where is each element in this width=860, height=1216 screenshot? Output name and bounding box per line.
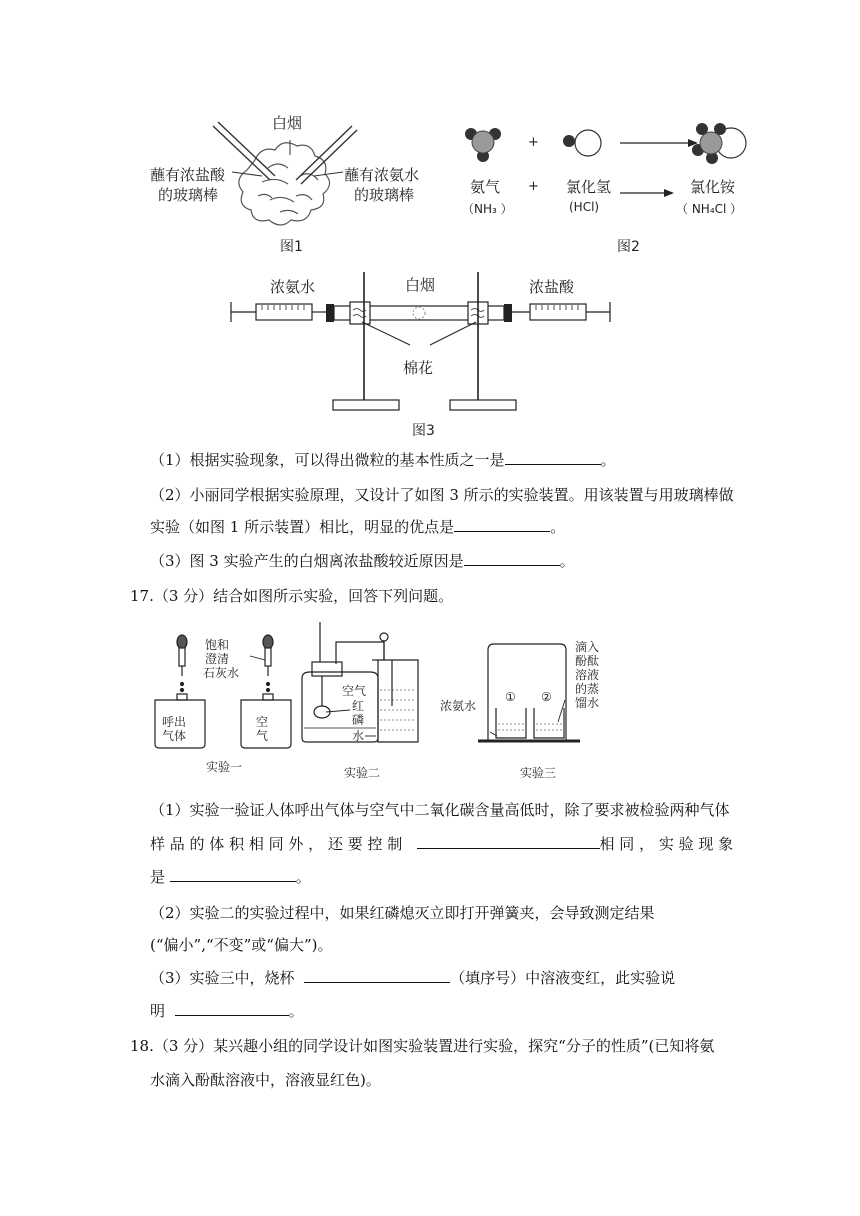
fig2-hcl-name: 氯化氢 [566, 178, 612, 196]
period: 。 [600, 451, 616, 469]
period: 。 [288, 1002, 304, 1020]
q16-part-3-text: （3）图 3 实验产生的白烟离浓盐酸较近原因是 [150, 552, 464, 570]
fig2-nh3-formula: （NH₃ ） [462, 202, 513, 216]
exp3-drip-3: 溶液 [575, 668, 600, 682]
exp3-ammonia: 浓氨水 [440, 699, 477, 713]
q17-part-3-text-3: 明 [150, 1002, 166, 1020]
q17-part-3-text-2: （填序号）中溶液变红，此实验说 [450, 969, 676, 987]
exp1-bottle1-1: 呼出 [162, 715, 187, 729]
exp1-reagent-1: 饱和 [205, 638, 230, 652]
q16-part-1-text: （1）根据实验现象，可以得出微粒的基本性质之一是 [150, 451, 505, 469]
exp2-water: 水 [352, 729, 365, 743]
q17-part-2-line-1: （2）实验二的实验过程中，如果红磷熄灭立即打开弹簧夹，会导致测定结果 [150, 904, 655, 922]
q17-part-1-text-2: 相 同 ， 实 验 现 象 [599, 835, 734, 853]
q17-part-1-line-2 [150, 834, 733, 854]
exp1-reagent-3: 石灰水 [203, 666, 240, 680]
exp3-beaker-2: ② [541, 690, 552, 704]
fig3-left-label: 浓氨水 [270, 278, 316, 296]
period: 。 [550, 518, 566, 536]
answer-blank[interactable] [417, 834, 600, 849]
exp1-bottle2-1: 空 [256, 715, 269, 729]
q17-part-3-line-2 [150, 1001, 304, 1021]
answer-blank[interactable] [175, 1001, 289, 1016]
fig2-plus-2: + [528, 179, 539, 194]
fig1-right-rod-label-1: 蘸有浓氨水 [344, 166, 420, 184]
q17-part-3-text: （3）实验三中，烧杯 [150, 969, 295, 987]
fig1-right-rod-label-2: 的玻璃棒 [354, 186, 415, 204]
fig1-smoke-label: 白烟 [272, 114, 303, 132]
exp2-caption: 实验二 [344, 766, 381, 780]
q16-part-2-line-1: （2）小丽同学根据实验原理，又设计了如图 3 所示的实验装置。用该装置与用玻璃棒做 [150, 486, 734, 504]
fig1-caption: 图1 [280, 239, 303, 255]
period: 。 [559, 552, 575, 570]
fig3-mid-label: 白烟 [405, 276, 436, 294]
fig2-nh4cl-name: 氯化铵 [690, 178, 736, 196]
fig1-left-rod-label-1: 蘸有浓盐酸 [150, 166, 226, 184]
q17-part-1-line-1: （1）实验一验证人体呼出气体与空气中二氧化碳含量高低时，除了要求被检验两种气体 [150, 801, 730, 819]
q16-part-2-text: 实验（如图 1 所示装置）相比，明显的优点是 [150, 518, 455, 536]
exp3-drip-4: 的蒸 [575, 682, 600, 696]
exp2-red-1: 红 [352, 699, 365, 713]
fig2-hcl-formula: (HCl) [569, 200, 600, 214]
fig2-plus-1: + [528, 135, 539, 150]
exp3-drip-2: 酚酞 [575, 654, 600, 668]
exp3-drip-5: 馏水 [575, 696, 600, 710]
fig2-nh3-name: 氨气 [470, 178, 501, 196]
exp2-air: 空气 [342, 684, 367, 698]
fig1-left-rod-label-2: 的玻璃棒 [158, 186, 219, 204]
fig3-right-label: 浓盐酸 [529, 278, 575, 296]
fig2-nh4cl-formula: （ NH₄Cl ） [676, 202, 743, 216]
q17-part-1-text-3: 是 [150, 868, 166, 886]
q17-part-3-line-1 [150, 968, 675, 988]
period: 。 [295, 868, 311, 886]
q18-line-2: 水滴入酚酞溶液中，溶液显红色)。 [150, 1071, 381, 1089]
fig2-caption: 图2 [617, 239, 640, 255]
q17-part-2-line-2: (“偏小”,“不变”或“偏大”)。 [150, 936, 333, 954]
fig3-caption: 图3 [412, 423, 435, 439]
exp3-beaker-1: ① [505, 690, 516, 704]
exp3-caption: 实验三 [520, 766, 557, 780]
answer-blank[interactable] [170, 867, 296, 882]
fig3-cotton-label: 棉花 [403, 359, 434, 377]
exp1-reagent-2: 澄清 [205, 652, 230, 666]
q17-stem: 17.（3 分）结合如图所示实验，回答下列问题。 [130, 587, 454, 605]
exp1-bottle2-2: 气 [256, 729, 269, 743]
exp2-red-2: 磷 [352, 713, 365, 727]
exp1-bottle1-2: 气体 [162, 729, 187, 743]
q17-part-1-text: 样 品 的 体 积 相 同 外 ， 还 要 控 制 [150, 835, 403, 853]
q17-part-1-line-3 [150, 867, 311, 887]
exp1-caption: 实验一 [206, 760, 243, 774]
answer-blank[interactable] [304, 968, 450, 983]
exp3-drip-1: 滴入 [575, 640, 600, 654]
q18-line-1: 18.（3 分）某兴趣小组的同学设计如图实验装置进行实验，探究“分子的性质”(已知将氨 [130, 1037, 715, 1055]
